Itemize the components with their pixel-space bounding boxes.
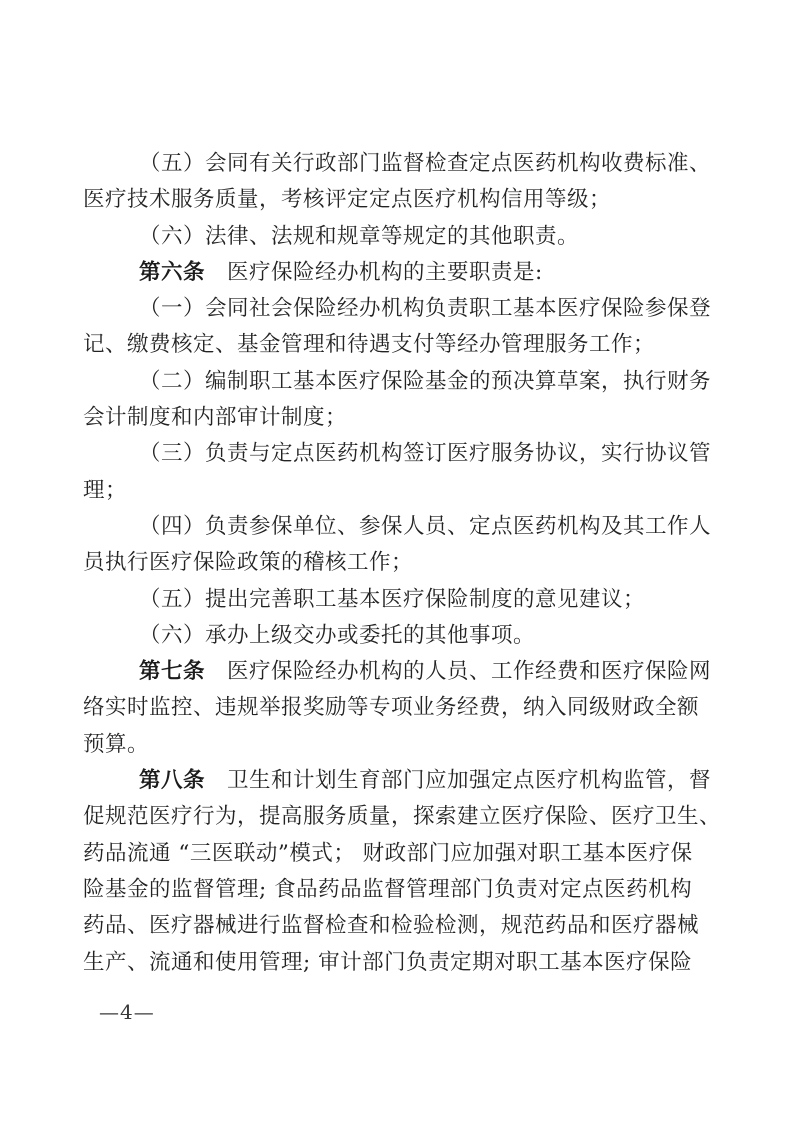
article-number: 第六条 [139, 259, 206, 285]
text-line: （六）承办上级交办或委托的其他事项。 [139, 622, 536, 648]
text-line: （五）提出完善职工基本医疗保险制度的意见建议； [139, 586, 646, 612]
text-line: 记、缴费核定、基金管理和待遇支付等经办管理服务工作； [83, 332, 656, 358]
text-line: 促规范医疗行为，提高服务质量，探索建立医疗保险、医疗卫生、 [83, 804, 722, 830]
text-line: 险基金的监督管理; 食品药品监督管理部门负责对定点医药机构 [83, 876, 693, 902]
text-line: 药品、医疗器械进行监督检查和检验检测，规范药品和医疗器械 [83, 913, 700, 939]
text-line: 生产、流通和使用管理; 审计部门负责定期对职工基本医疗保险 [83, 949, 693, 975]
document-body-text [83, 146, 722, 981]
text-line: 预算。 [83, 731, 150, 757]
article-heading-line: 第八条 卫生和计划生育部门应加强定点医疗机构监管，督 [139, 768, 712, 794]
text-line: （一）会同社会保险经办机构负责职工基本医疗保险参保登 [139, 296, 712, 322]
text-line: 员执行医疗保险政策的稽核工作； [83, 550, 414, 576]
text-line: （二）编制职工基本医疗保险基金的预决算草案，执行财务 [139, 368, 712, 394]
text-line: 医疗技术服务质量，考核评定定点医疗机构信用等级； [83, 187, 612, 213]
text-line: （三）负责与定点医药机构签订医疗服务协议，实行协议管 [139, 441, 712, 467]
text-line: 络实时监控、违规举报奖励等专项业务经费，纳入同级财政全额 [83, 695, 700, 721]
article-number: 第七条 [139, 659, 206, 685]
article-number: 第八条 [139, 768, 206, 794]
text-line: 药品流通 “三医联动”模式； 财政部门应加强对职工基本医疗保 [83, 840, 693, 866]
text-line: （五）会同有关行政部门监督检查定点医药机构收费标准、 [139, 151, 712, 176]
text-line: 理； [83, 477, 128, 503]
page-number: —4— [99, 1000, 155, 1024]
article-heading-line: 第七条 医疗保险经办机构的人员、工作经费和医疗保险网 [139, 659, 712, 685]
article-heading-line: 第六条 医疗保险经办机构的主要职责是: [139, 259, 543, 285]
text-line: （六）法律、法规和规章等规定的其他职责。 [139, 223, 580, 249]
text-line: 会计制度和内部审计制度； [83, 405, 348, 431]
text-line: （四）负责参保单位、参保人员、定点医药机构及其工作人 [139, 513, 712, 539]
